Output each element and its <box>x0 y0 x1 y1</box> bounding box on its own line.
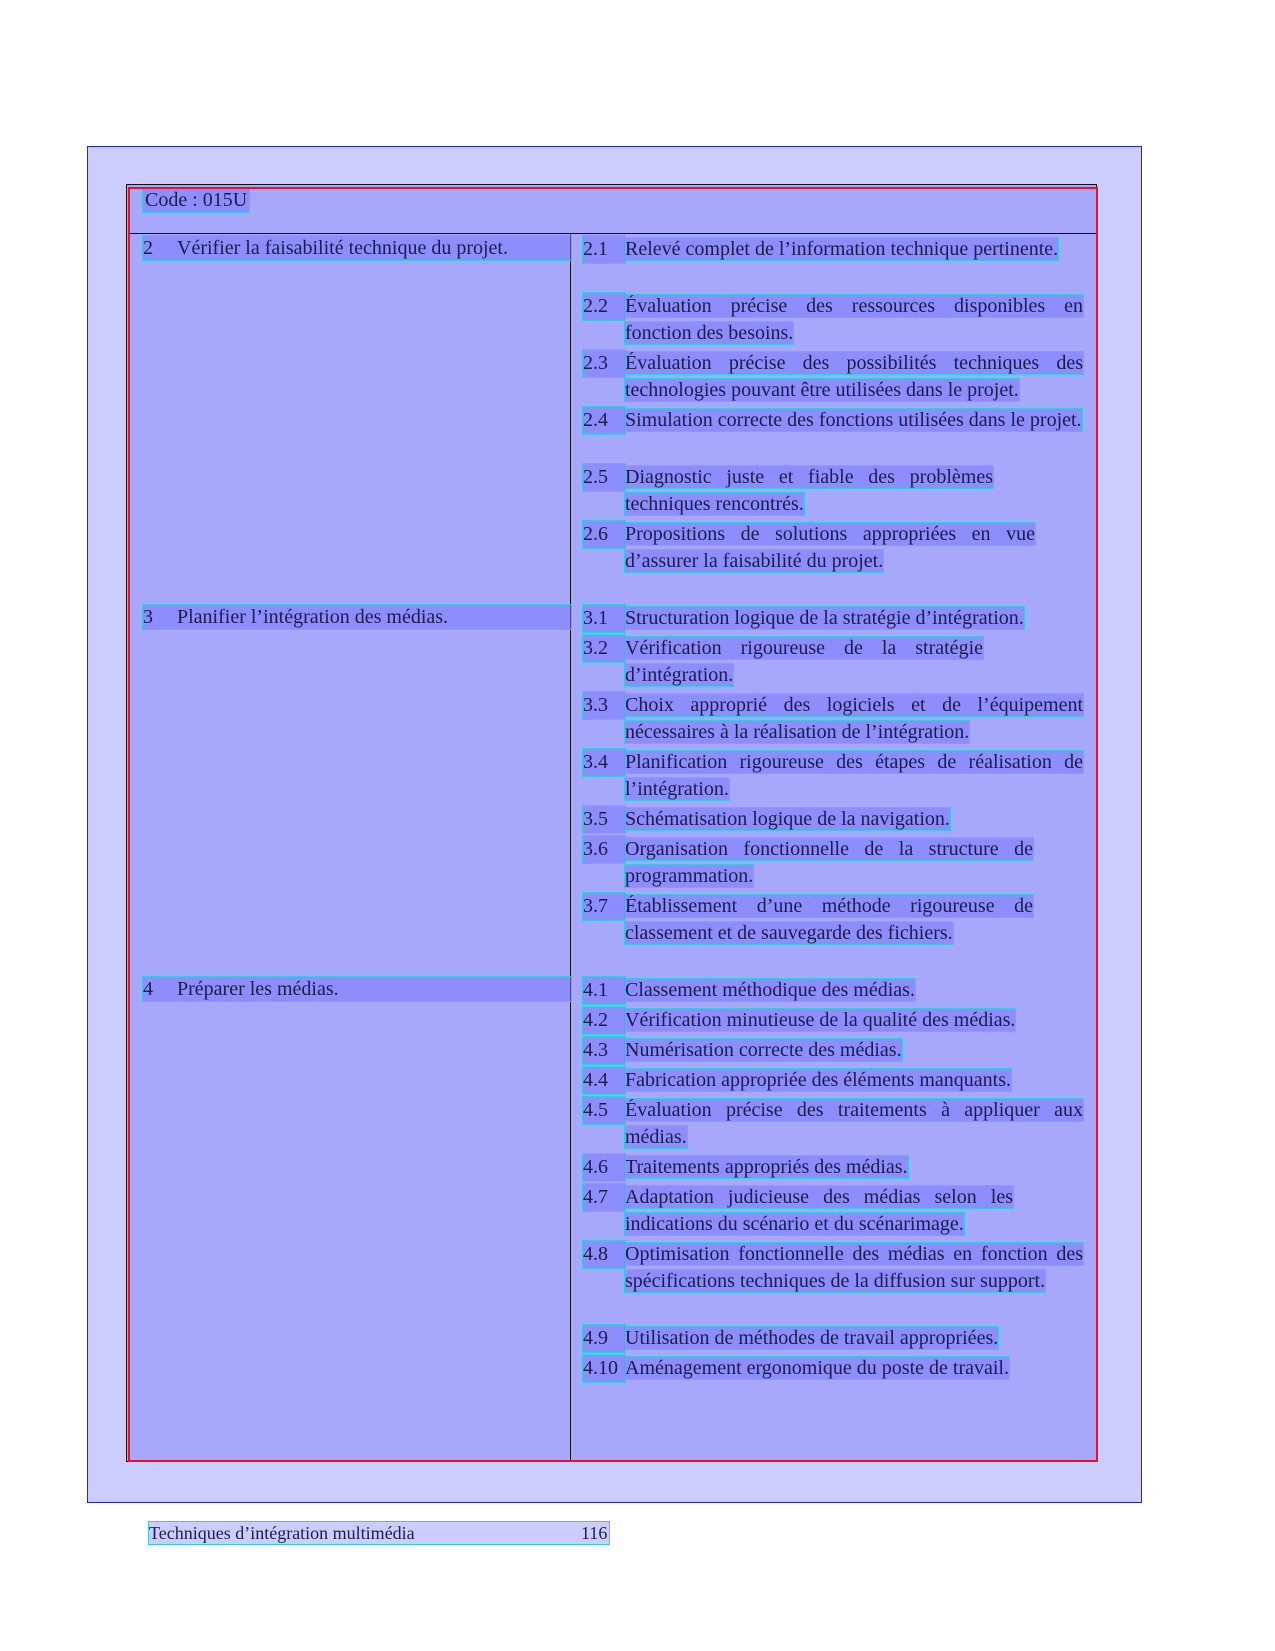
criterion-3-1 <box>583 605 1083 632</box>
competency-4 <box>143 977 571 1001</box>
page-footer <box>149 1522 609 1544</box>
criterion-text: Évaluation précise des possibilités techniques des technologies pouvant être utilisées dans le projet. <box>625 352 1083 401</box>
criterion-number: 4.10 <box>583 1355 625 1382</box>
criterion-text: Vérification rigoureuse de la stratégie d’intégration. <box>625 637 983 686</box>
criterion-number: 3.3 <box>583 692 625 719</box>
criterion-3-5 <box>583 806 1083 833</box>
criterion-text: Simulation correcte des fonctions utilisées dans le projet. <box>625 409 1082 431</box>
criterion-number: 3.6 <box>583 836 625 863</box>
criterion-text: Fabrication appropriée des éléments manquants. <box>625 1069 1011 1091</box>
criterion-text: Organisation fonctionnelle de la structure de programmation. <box>625 838 1033 887</box>
competency-title: Préparer les médias. <box>177 978 339 1000</box>
criterion-number: 4.2 <box>583 1007 625 1034</box>
criterion-number: 2.4 <box>583 407 625 434</box>
criterion-4-5 <box>583 1097 1083 1150</box>
criterion-2-2 <box>583 293 1083 346</box>
criterion-text: Diagnostic juste et fiable des problèmes techniques rencontrés. <box>625 466 993 515</box>
criterion-4-7 <box>583 1184 1083 1237</box>
criterion-number: 4.8 <box>583 1241 625 1268</box>
criterion-number: 2.5 <box>583 464 625 491</box>
criterion-text: Classement méthodique des médias. <box>625 979 915 1001</box>
criterion-text: Traitements appropriés des médias. <box>625 1156 908 1178</box>
criterion-number: 4.6 <box>583 1154 625 1181</box>
criterion-4-6 <box>583 1154 1083 1181</box>
criterion-number: 3.1 <box>583 605 625 632</box>
criterion-number: 3.7 <box>583 893 625 920</box>
criterion-3-6 <box>583 836 1083 889</box>
criterion-text: Utilisation de méthodes de travail appropriées. <box>625 1327 999 1349</box>
criterion-text: Planification rigoureuse des étapes de réalisation de l’intégration. <box>625 751 1083 800</box>
column-divider <box>570 233 571 1461</box>
criterion-3-4 <box>583 749 1083 802</box>
criterion-number: 4.7 <box>583 1184 625 1211</box>
criterion-text: Choix approprié des logiciels et de l’équipement nécessaires à la réalisation de l’intégration. <box>625 694 1083 743</box>
criterion-number: 2.1 <box>583 236 625 263</box>
criterion-text: Schématisation logique de la navigation. <box>625 808 950 830</box>
criterion-text: Évaluation précise des traitements à appliquer aux médias. <box>625 1099 1083 1148</box>
criterion-number: 4.4 <box>583 1067 625 1094</box>
criterion-4-9 <box>583 1325 1083 1352</box>
criterion-4-8 <box>583 1241 1083 1294</box>
competency-title: Vérifier la faisabilité technique du projet. <box>177 237 508 259</box>
criterion-number: 3.4 <box>583 749 625 776</box>
code-label: Code : 015U <box>145 189 248 211</box>
criterion-4-3 <box>583 1037 1083 1064</box>
criterion-number: 4.1 <box>583 977 625 1004</box>
competency-2 <box>143 236 571 260</box>
competency-number: 2 <box>143 237 153 259</box>
criterion-4-1 <box>583 977 1083 1004</box>
criterion-number: 4.3 <box>583 1037 625 1064</box>
competency-number: 3 <box>143 606 153 628</box>
criterion-text: Évaluation précise des ressources disponibles en fonction des besoins. <box>625 295 1083 344</box>
criterion-4-2 <box>583 1007 1083 1034</box>
criterion-number: 3.2 <box>583 635 625 662</box>
criterion-2-3 <box>583 350 1083 403</box>
criterion-text: Structuration logique de la stratégie d’intégration. <box>625 607 1024 629</box>
criterion-number: 4.9 <box>583 1325 625 1352</box>
criterion-text: Relevé complet de l’information technique pertinente. <box>625 238 1059 260</box>
criterion-text: Numérisation correcte des médias. <box>625 1039 902 1061</box>
criterion-3-7 <box>583 893 1083 946</box>
criterion-text: Aménagement ergonomique du poste de travail. <box>625 1357 1009 1379</box>
criterion-3-3 <box>583 692 1083 745</box>
criterion-4-4 <box>583 1067 1083 1094</box>
criterion-number: 3.5 <box>583 806 625 833</box>
criterion-text: Propositions de solutions appropriées en vue d’assurer la faisabilité du projet. <box>625 523 1035 572</box>
criterion-3-2 <box>583 635 1083 688</box>
criterion-2-6 <box>583 521 1083 574</box>
criterion-4-10 <box>583 1355 1083 1382</box>
criterion-number: 2.6 <box>583 521 625 548</box>
criterion-text: Établissement d’une méthode rigoureuse de classement et de sauvegarde des fichiers. <box>625 895 1033 944</box>
criterion-2-4 <box>583 407 1083 434</box>
criterion-number: 4.5 <box>583 1097 625 1124</box>
criterion-2-1 <box>583 236 1083 263</box>
criterion-2-5 <box>583 464 1083 517</box>
competency-number: 4 <box>143 978 153 1000</box>
criterion-text: Vérification minutieuse de la qualité des médias. <box>625 1009 1016 1031</box>
page-number: 116 <box>581 1523 608 1543</box>
criterion-text: Optimisation fonctionnelle des médias en fonction des spécifications techniques de la diffusion sur support. <box>625 1243 1083 1292</box>
criterion-number: 2.3 <box>583 350 625 377</box>
competency-3 <box>143 605 571 629</box>
criterion-text: Adaptation judicieuse des médias selon les indications du scénario et du scénarimage. <box>625 1186 1013 1235</box>
criterion-number: 2.2 <box>583 293 625 320</box>
competency-title: Planifier l’intégration des médias. <box>177 606 449 628</box>
header-divider <box>128 233 1098 234</box>
footer-title: Techniques d’intégration multimédia <box>149 1523 415 1543</box>
